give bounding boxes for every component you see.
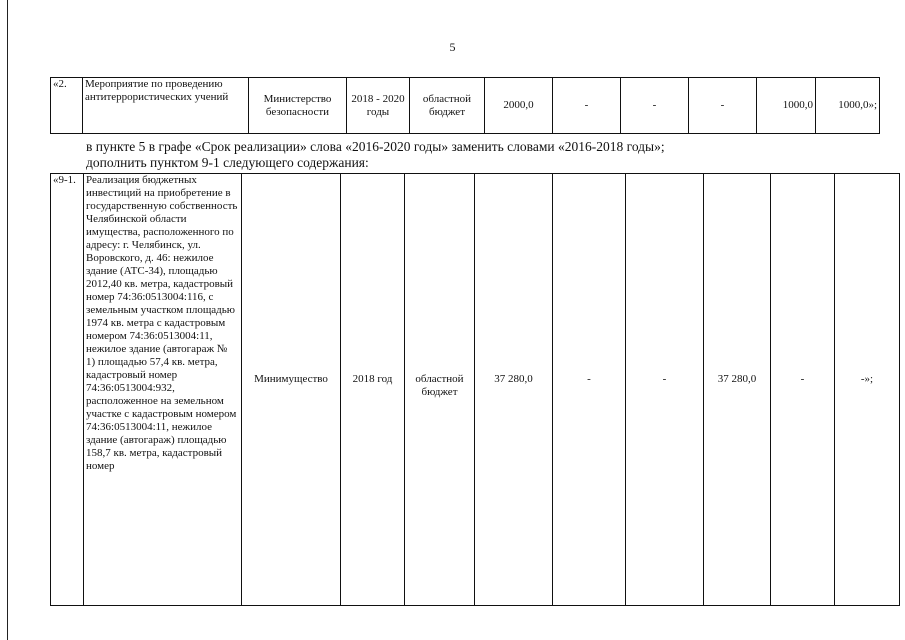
table-row	[51, 78, 880, 134]
year-2016: -	[553, 78, 621, 134]
executor: Министерство безопасности	[249, 78, 347, 134]
total-amount: 37 280,0	[475, 174, 553, 606]
table-row	[51, 174, 900, 606]
period: 2018 год	[341, 174, 405, 606]
year-2020: 1000,0»;	[816, 78, 880, 134]
total-amount: 2000,0	[485, 78, 553, 134]
funding-source: областной бюджет	[405, 174, 475, 606]
amendment-paragraph-1: в пункте 5 в графе «Срок реализации» слова «2016-2020 годы» заменить словами «2016-2018 годы»;	[86, 139, 665, 154]
funding-source: областной бюджет	[410, 78, 485, 134]
year-2018: 37 280,0	[704, 174, 771, 606]
table-event-9-1	[50, 173, 900, 606]
row-number: «2.	[51, 78, 83, 134]
year-2019: 1000,0	[757, 78, 816, 134]
period: 2018 - 2020 годы	[347, 78, 410, 134]
event-name: Мероприятие по проведению антитеррористических учений	[83, 78, 249, 134]
year-2019: -	[771, 174, 835, 606]
left-margin-line	[7, 0, 8, 640]
year-2018: -	[689, 78, 757, 134]
executor: Минимущество	[242, 174, 341, 606]
year-2016: -	[553, 174, 626, 606]
year-2017: -	[621, 78, 689, 134]
amendment-paragraph-2: дополнить пунктом 9-1 следующего содержания:	[86, 155, 369, 170]
row-number: «9-1.	[51, 174, 84, 606]
year-2017: -	[626, 174, 704, 606]
event-name: Реализация бюджетных инвестиций на приобретение в государственную собственность Челябинской области имущества, расположенного по адресу: г. Челябинск, ул. Воровского, д. 46: нежилое здание (АТС-34), площадью 2012,40 кв. метра, кадастровый номер 74:36:0513004:116, с земельным участком площадью 1974 кв. метра с кадастровым номером 74:36:0513004:11, нежилое здание (автогараж № 1) площадью 57,4 кв. метра, кадастровый номер 74:36:0513004:932, расположенное на земельном участке с кадастровым номером 74:36:0513004:11, нежилое здание (автогараж) площадью 158,7 кв. метра, кадастровый номер	[84, 174, 242, 606]
year-2020: -»;	[835, 174, 900, 606]
page-number: 5	[449, 40, 456, 54]
table-event-2	[50, 77, 880, 134]
